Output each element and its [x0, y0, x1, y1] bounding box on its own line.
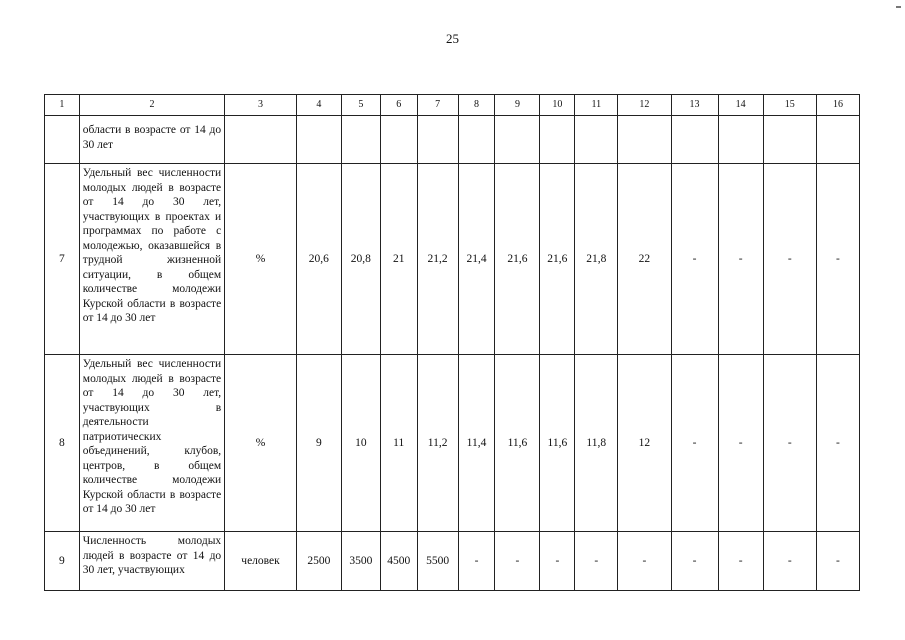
value-cell [341, 116, 380, 164]
value-cell: 9 [296, 355, 341, 532]
column-header: 9 [495, 95, 540, 116]
row-number: 9 [45, 532, 80, 591]
row-number [45, 116, 80, 164]
value-cell [458, 116, 495, 164]
column-header: 11 [575, 95, 618, 116]
unit-cell [225, 116, 297, 164]
value-cell [763, 116, 816, 164]
value-cell: - [671, 164, 718, 355]
table-header-row [45, 95, 860, 116]
value-cell: 3500 [341, 532, 380, 591]
value-cell: - [816, 355, 859, 532]
table-row [45, 164, 860, 355]
column-header: 12 [618, 95, 671, 116]
value-cell: 20,6 [296, 164, 341, 355]
value-cell: - [495, 532, 540, 591]
value-cell: - [540, 532, 575, 591]
value-cell: - [718, 164, 763, 355]
value-cell: 22 [618, 164, 671, 355]
value-cell: 11,6 [540, 355, 575, 532]
value-cell [540, 116, 575, 164]
column-header: 14 [718, 95, 763, 116]
value-cell: - [816, 164, 859, 355]
value-cell [417, 116, 458, 164]
column-header: 3 [225, 95, 297, 116]
value-cell: 10 [341, 355, 380, 532]
value-cell: 4500 [380, 532, 417, 591]
value-cell: 11,6 [495, 355, 540, 532]
value-cell [380, 116, 417, 164]
unit-cell: % [225, 355, 297, 532]
indicator-description: области в возрасте от 14 до 30 лет [79, 116, 224, 164]
value-cell: - [763, 355, 816, 532]
unit-cell: человек [225, 532, 297, 591]
column-header: 5 [341, 95, 380, 116]
table-row [45, 116, 860, 164]
value-cell: 21,4 [458, 164, 495, 355]
value-cell [296, 116, 341, 164]
value-cell [495, 116, 540, 164]
value-cell: 11,8 [575, 355, 618, 532]
column-header: 13 [671, 95, 718, 116]
value-cell [671, 116, 718, 164]
column-header: 8 [458, 95, 495, 116]
column-header: 6 [380, 95, 417, 116]
value-cell: - [575, 532, 618, 591]
value-cell: 11 [380, 355, 417, 532]
value-cell: - [458, 532, 495, 591]
value-cell [618, 116, 671, 164]
column-header: 15 [763, 95, 816, 116]
column-header: 16 [816, 95, 859, 116]
column-header: 7 [417, 95, 458, 116]
value-cell: 2500 [296, 532, 341, 591]
indicator-description: Численность молодых людей в возрасте от 14 до 30 лет, участвующих [79, 532, 224, 591]
scan-artifact [896, 6, 901, 8]
value-cell: - [816, 532, 859, 591]
value-cell: - [671, 355, 718, 532]
value-cell: - [718, 355, 763, 532]
unit-cell: % [225, 164, 297, 355]
column-header: 10 [540, 95, 575, 116]
value-cell: 11,4 [458, 355, 495, 532]
value-cell: - [718, 532, 763, 591]
indicator-description: Удельный вес численности молодых людей в возрасте от 14 до 30 лет, участвующих в деятельности патриотических объединений, клубов, центров, в общем количестве молодежи Курской области в возрасте от 14 до 30 лет [79, 355, 224, 532]
value-cell: 12 [618, 355, 671, 532]
value-cell: 21,6 [540, 164, 575, 355]
page-number: 25 [446, 31, 459, 46]
value-cell: 21,6 [495, 164, 540, 355]
value-cell: - [618, 532, 671, 591]
value-cell: 20,8 [341, 164, 380, 355]
value-cell: 11,2 [417, 355, 458, 532]
row-number: 7 [45, 164, 80, 355]
value-cell [575, 116, 618, 164]
column-header: 1 [45, 95, 80, 116]
value-cell: - [763, 532, 816, 591]
column-header: 2 [79, 95, 224, 116]
value-cell: 21,8 [575, 164, 618, 355]
indicators-table [44, 94, 860, 591]
column-header: 4 [296, 95, 341, 116]
value-cell: 5500 [417, 532, 458, 591]
value-cell: - [763, 164, 816, 355]
value-cell: 21,2 [417, 164, 458, 355]
indicator-description: Удельный вес численности молодых людей в возрасте от 14 до 30 лет, участвующих в проектах и программах по работе с молодежью, оказавшейся в трудной жизненной ситуации, в общем количестве молодежи Курской области в возрасте от 14 до 30 лет [79, 164, 224, 355]
value-cell [816, 116, 859, 164]
value-cell: 21 [380, 164, 417, 355]
row-number: 8 [45, 355, 80, 532]
value-cell: - [671, 532, 718, 591]
table-row [45, 355, 860, 532]
table-row [45, 532, 860, 591]
value-cell [718, 116, 763, 164]
